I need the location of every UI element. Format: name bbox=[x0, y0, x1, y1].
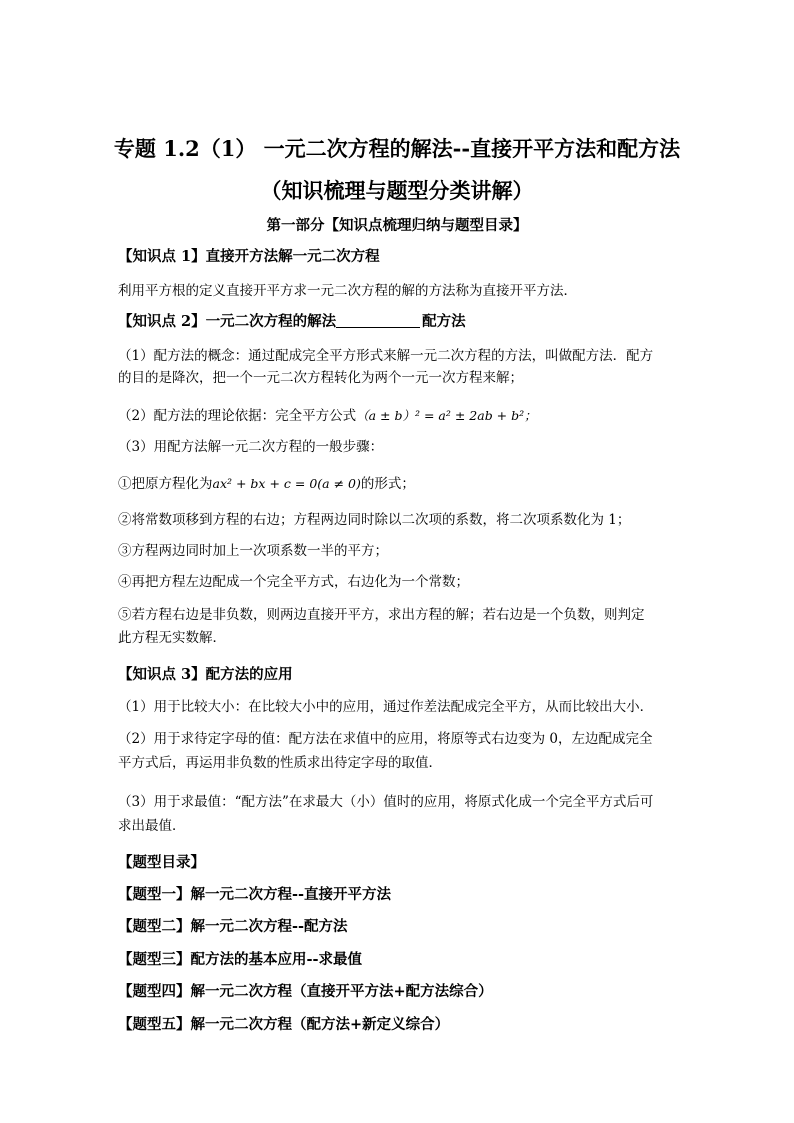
catalog-item: 【题型三】配方法的基本应用--求最值 bbox=[118, 951, 363, 968]
catalog-item: 【题型一】解一元二次方程--直接开平方法 bbox=[118, 886, 392, 903]
kp1-heading: 【知识点 1】直接开方法解一元二次方程 bbox=[118, 248, 380, 265]
square-formula: （a ± b）² = a² ± 2ab + b²； bbox=[356, 408, 537, 423]
kp2-step4: ④再把方程左边配成一个完全平方式，右边化为一个常数； bbox=[118, 574, 469, 590]
kp3-a2-line1: （2）用于求待定字母的值：配方法在求值中的应用，将原等式右边变为 0，左边配成完全 bbox=[118, 731, 653, 747]
kp2-p3: （3）用配方法解一元二次方程的一般步骤： bbox=[118, 439, 384, 455]
catalog-heading: 【题型目录】 bbox=[118, 854, 205, 871]
kp2-step3: ③方程两边同时加上一次项系数一半的平方； bbox=[118, 543, 388, 559]
kp2-heading-text: 【知识点 2】一元二次方程的解法 bbox=[118, 313, 337, 330]
kp3-a3-line1: （3）用于求最值：“配方法”在求最大（小）值时的应用，将原式化成一个完全平方式后可 bbox=[118, 794, 654, 810]
kp2-heading-suffix: 配方法 bbox=[422, 313, 466, 330]
catalog-item: 【题型五】解一元二次方程（配方法+新定义综合） bbox=[118, 1016, 450, 1033]
kp2-step1 bbox=[118, 472, 415, 492]
catalog-item: 【题型二】解一元二次方程--配方法 bbox=[118, 918, 348, 935]
page-title: 专题 1.2（1） 一元二次方程的解法--直接开平方法和配方法 bbox=[113, 136, 681, 161]
kp1-text: 利用平方根的定义直接开平方求一元二次方程的解的方法称为直接开平方法． bbox=[118, 283, 577, 299]
kp2-p2 bbox=[118, 404, 537, 424]
kp3-a2-line2: 平方式后，再运用非负数的性质求出待定字母的取值． bbox=[118, 755, 442, 771]
step1-prefix: ①把原方程化为 bbox=[118, 476, 213, 492]
kp3-a3-line2: 求出最值． bbox=[118, 818, 186, 834]
step1-suffix: 的形式； bbox=[360, 476, 415, 492]
kp2-p1-line2: 的目的是降次，把一个一元二次方程转化为两个一元一次方程来解； bbox=[118, 370, 523, 386]
blank-underline bbox=[336, 313, 420, 328]
catalog-item: 【题型四】解一元二次方程（直接开平方法+配方法综合） bbox=[118, 983, 493, 1000]
kp3-heading: 【知识点 3】配方法的应用 bbox=[118, 666, 293, 683]
kp2-p1-line1: （1）配方法的概念：通过配成完全平方形式来解一元二次方程的方法，叫做配方法．配方 bbox=[118, 348, 654, 364]
kp2-heading bbox=[118, 310, 466, 331]
standard-form-formula: ax² + bx + c = 0(a ≠ 0) bbox=[212, 476, 361, 491]
section-subtitle: 第一部分【知识点梳理归纳与题型目录】 bbox=[266, 217, 528, 234]
kp2-p2-text: （2）配方法的理论依据：完全平方公式 bbox=[118, 408, 357, 424]
kp2-step5-line1: ⑤若方程右边是非负数，则两边直接开平方，求出方程的解；若右边是一个负数，则判定 bbox=[118, 607, 645, 623]
kp2-step5-line2: 此方程无实数解． bbox=[118, 630, 226, 646]
page-title-line2: （知识梳理与题型分类讲解） bbox=[260, 178, 534, 203]
kp3-a1: （1）用于比较大小：在比较大小中的应用，通过作差法配成完全平方，从而比较出大小． bbox=[118, 699, 654, 715]
kp2-step2: ②将常数项移到方程的右边；方程两边同时除以二次项的系数，将二次项系数化为 1； bbox=[118, 512, 631, 528]
